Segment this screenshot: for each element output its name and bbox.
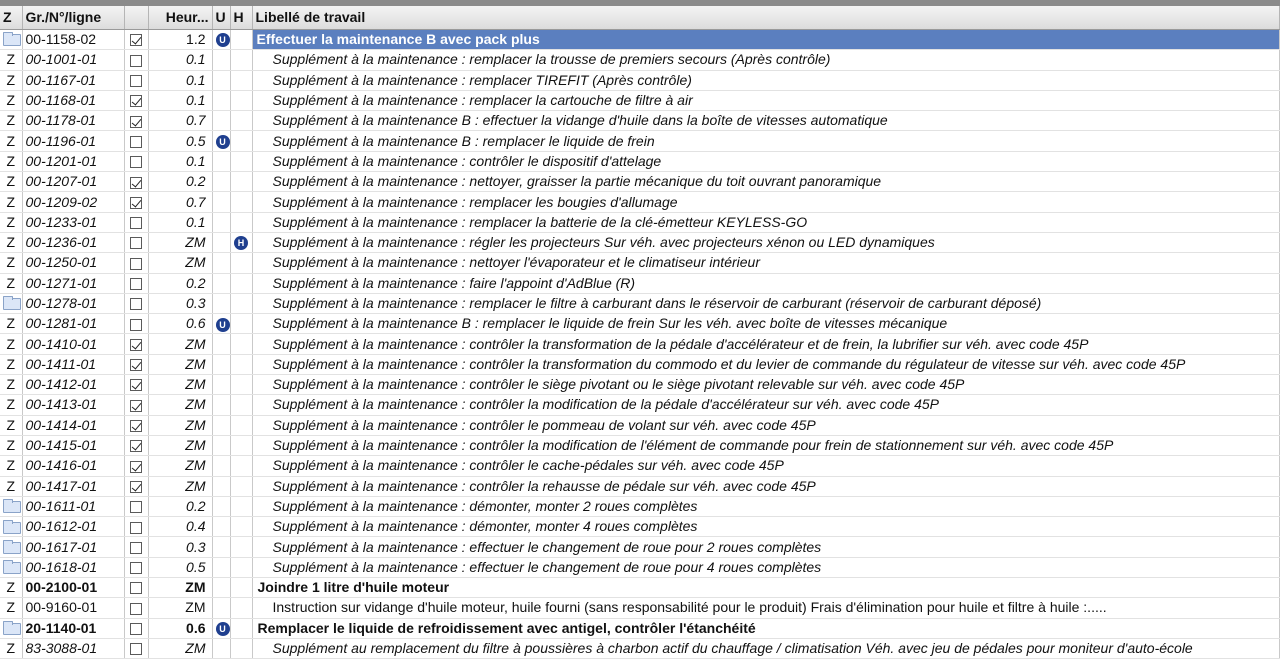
u-cell [212,232,230,252]
row-type-z: Z [0,212,22,232]
u-cell [212,375,230,395]
row-checkbox[interactable] [130,136,142,148]
u-cell [212,618,230,638]
checkbox-cell [124,192,148,212]
row-checkbox[interactable] [130,400,142,412]
row-checkbox[interactable] [130,379,142,391]
row-checkbox[interactable] [130,582,142,594]
row-type-z: Z [0,50,22,70]
operation-code: 00-1250-01 [22,253,124,273]
row-checkbox[interactable] [130,562,142,574]
h-cell [230,334,252,354]
u-badge-icon: U [216,622,230,636]
row-checkbox[interactable] [130,217,142,229]
operation-code: 00-1611-01 [22,496,124,516]
hours-value: 0.3 [148,537,212,557]
checkbox-cell [124,476,148,496]
checkbox-cell [124,253,148,273]
u-cell [212,151,230,171]
row-checkbox[interactable] [130,339,142,351]
folder-icon[interactable] [3,501,21,513]
checkbox-cell [124,334,148,354]
u-cell [212,273,230,293]
table-row[interactable] [0,131,1280,151]
checkbox-cell [124,618,148,638]
folder-icon[interactable] [3,623,21,635]
hours-value: ZM [148,476,212,496]
checkbox-cell [124,517,148,537]
column-header-checkbox[interactable] [124,3,148,30]
table-row[interactable] [0,192,1280,212]
operation-code: 20-1140-01 [22,618,124,638]
u-cell [212,496,230,516]
row-checkbox[interactable] [130,298,142,310]
row-checkbox[interactable] [130,461,142,473]
checkbox-cell [124,293,148,313]
operation-code: 00-1413-01 [22,395,124,415]
row-type-z: Z [0,131,22,151]
checkbox-cell [124,111,148,131]
operation-code: 00-1281-01 [22,314,124,334]
h-cell [230,395,252,415]
checkbox-cell [124,90,148,110]
work-label: Supplément à la maintenance : contrôler la transformation de la pédale d'accélérateur et de frein, la lubrifier sur véh. avec code 45P [252,334,1280,354]
u-cell [212,70,230,90]
operation-code: 00-1618-01 [22,557,124,577]
row-checkbox[interactable] [130,623,142,635]
work-label: Supplément à la maintenance : contrôler la rehausse de pédale sur véh. avec code 45P [252,476,1280,496]
work-label: Supplément à la maintenance : nettoyer l'évaporateur et le climatiseur intérieur [252,253,1280,273]
checkbox-cell [124,638,148,658]
column-header-label[interactable]: Libellé de travail [252,3,1280,30]
row-type-z: Z [0,192,22,212]
table-row[interactable] [0,496,1280,516]
u-cell [212,435,230,455]
row-type-cell [0,557,22,577]
table-row[interactable] [0,232,1280,252]
table-row[interactable] [0,354,1280,374]
operation-code: 00-1271-01 [22,273,124,293]
h-cell [230,314,252,334]
work-label: Supplément à la maintenance B : effectuer la vidange d'huile dans la boîte de vitesses automatique [252,111,1280,131]
work-label: Supplément à la maintenance : démonter, monter 2 roues complètes [252,496,1280,516]
checkbox-cell [124,131,148,151]
operation-code: 00-1001-01 [22,50,124,70]
table-row[interactable] [0,375,1280,395]
u-badge-icon: U [216,33,230,47]
table-row[interactable] [0,456,1280,476]
checkbox-cell [124,232,148,252]
checkbox-cell [124,375,148,395]
operation-code: 00-1278-01 [22,293,124,313]
operation-code: 00-1612-01 [22,517,124,537]
row-type-z: Z [0,638,22,658]
checkbox-cell [124,30,148,50]
work-label: Supplément à la maintenance : effectuer le changement de roue pour 2 roues complètes [252,537,1280,557]
operation-code: 00-1168-01 [22,90,124,110]
folder-icon[interactable] [3,34,21,46]
folder-icon[interactable] [3,542,21,554]
u-cell [212,578,230,598]
table-row[interactable] [0,314,1280,334]
u-cell [212,293,230,313]
operation-code: 00-1236-01 [22,232,124,252]
hours-value: 0.1 [148,212,212,232]
hours-value: 0.7 [148,192,212,212]
row-type-z: Z [0,70,22,90]
u-cell [212,598,230,618]
work-label: Supplément à la maintenance : contrôler le siège pivotant ou le siège pivotant relevable sur véh. avec code 45P [252,375,1280,395]
table-row[interactable] [0,212,1280,232]
hours-value: 0.5 [148,131,212,151]
checkbox-cell [124,537,148,557]
operation-code: 00-1412-01 [22,375,124,395]
checkbox-cell [124,273,148,293]
work-label: Supplément à la maintenance : démonter, monter 4 roues complètes [252,517,1280,537]
h-cell [230,598,252,618]
operation-code: 00-1196-01 [22,131,124,151]
h-cell [230,557,252,577]
u-badge-icon: U [216,318,230,332]
u-cell [212,131,230,151]
u-cell [212,212,230,232]
operation-code: 00-2100-01 [22,578,124,598]
row-type-z: Z [0,578,22,598]
h-cell [230,435,252,455]
h-cell [230,131,252,151]
h-cell [230,638,252,658]
hours-value: 0.4 [148,517,212,537]
checkbox-cell [124,50,148,70]
work-label: Joindre 1 litre d'huile moteur [252,578,1280,598]
table-row[interactable] [0,395,1280,415]
operation-code: 00-1201-01 [22,151,124,171]
table-row[interactable] [0,537,1280,557]
h-cell [230,456,252,476]
u-cell [212,172,230,192]
h-cell [230,354,252,374]
h-cell [230,293,252,313]
h-cell [230,618,252,638]
checkbox-cell [124,435,148,455]
hours-value: 0.3 [148,293,212,313]
row-type-z: Z [0,111,22,131]
table-row[interactable] [0,253,1280,273]
checkbox-cell [124,395,148,415]
work-label: Supplément à la maintenance : remplacer le filtre à carburant dans le réservoir de carburant (réservoir de carburant déposé) [252,293,1280,313]
h-cell [230,273,252,293]
h-cell [230,90,252,110]
table-row[interactable] [0,618,1280,638]
row-type-z: Z [0,151,22,171]
row-type-cell [0,537,22,557]
operation-code: 00-1178-01 [22,111,124,131]
work-label: Supplément à la maintenance : remplacer la trousse de premiers secours (Après contrôle) [252,50,1280,70]
work-label: Supplément à la maintenance : effectuer le changement de roue pour 4 roues complètes [252,557,1280,577]
h-badge-icon: H [234,236,248,250]
u-cell [212,638,230,658]
h-cell [230,496,252,516]
work-label: Supplément à la maintenance : contrôler la modification de l'élément de commande pour frein de stationnement sur véh. avec code 45P [252,435,1280,455]
column-header-group[interactable]: Gr./N°/ligne [22,3,124,30]
row-checkbox[interactable] [130,156,142,168]
row-checkbox[interactable] [130,177,142,189]
row-checkbox[interactable] [130,420,142,432]
u-cell [212,334,230,354]
row-type-z: Z [0,415,22,435]
column-header-u[interactable]: U [212,3,230,30]
row-checkbox[interactable] [130,258,142,270]
operation-code: 00-1158-02 [22,30,124,50]
work-label: Supplément à la maintenance : remplacer les bougies d'allumage [252,192,1280,212]
hours-value: ZM [148,435,212,455]
checkbox-cell [124,70,148,90]
u-cell [212,415,230,435]
work-label: Effectuer la maintenance B avec pack plus [252,30,1280,50]
row-checkbox[interactable] [130,603,142,615]
h-cell [230,50,252,70]
hours-value: ZM [148,232,212,252]
hours-value: ZM [148,638,212,658]
column-header-h[interactable]: H [230,3,252,30]
row-type-z: Z [0,172,22,192]
hours-value: 0.7 [148,111,212,131]
u-cell [212,90,230,110]
row-type-z: Z [0,435,22,455]
work-label: Supplément au remplacement du filtre à poussières à charbon actif du chauffage / climatisation Véh. avec jeu de pédales pour moniteur d'auto-école [252,638,1280,658]
work-label: Instruction sur vidange d'huile moteur, huile fourni (sans responsabilité pour le produit) Frais d'élimination pour huile et filtre à huile :..... [252,598,1280,618]
work-label: Supplément à la maintenance : remplacer la batterie de la clé-émetteur KEYLESS-GO [252,212,1280,232]
row-type-z: Z [0,273,22,293]
row-checkbox[interactable] [130,75,142,87]
table-row[interactable] [0,50,1280,70]
hours-value: ZM [148,253,212,273]
table-row[interactable] [0,111,1280,131]
hours-value: 0.5 [148,557,212,577]
hours-value: ZM [148,334,212,354]
u-badge-icon: U [216,135,230,149]
h-cell [230,172,252,192]
h-cell [230,232,252,252]
row-checkbox[interactable] [130,95,142,107]
work-label: Supplément à la maintenance B : remplacer le liquide de frein [252,131,1280,151]
table-row[interactable] [0,517,1280,537]
u-cell [212,314,230,334]
work-label: Remplacer le liquide de refroidissement avec antigel, contrôler l'étanchéité [252,618,1280,638]
hours-value: 0.6 [148,618,212,638]
row-checkbox[interactable] [130,278,142,290]
hours-value: 0.1 [148,50,212,70]
hours-value: ZM [148,395,212,415]
operation-code: 00-1207-01 [22,172,124,192]
table-row[interactable] [0,334,1280,354]
work-label: Supplément à la maintenance : régler les projecteurs Sur véh. avec projecteurs xénon ou LED dynamiques [252,232,1280,252]
table-row[interactable] [0,151,1280,171]
h-cell [230,375,252,395]
h-cell [230,476,252,496]
work-label: Supplément à la maintenance : contrôler la transformation du commodo et du levier de commande du régulateur de vitesse sur véh. avec code 45P [252,354,1280,374]
checkbox-cell [124,172,148,192]
hours-value: 0.1 [148,90,212,110]
row-type-z: Z [0,90,22,110]
checkbox-cell [124,415,148,435]
u-cell [212,557,230,577]
row-checkbox[interactable] [130,237,142,249]
table-row[interactable] [0,435,1280,455]
h-cell [230,151,252,171]
u-cell [212,111,230,131]
table-row[interactable] [0,172,1280,192]
table-row[interactable] [0,70,1280,90]
operation-code: 83-3088-01 [22,638,124,658]
folder-icon[interactable] [3,298,21,310]
row-type-z: Z [0,314,22,334]
operation-code: 00-1410-01 [22,334,124,354]
hours-value: ZM [148,598,212,618]
work-label: Supplément à la maintenance : contrôler le pommeau de volant sur véh. avec code 45P [252,415,1280,435]
u-cell [212,456,230,476]
row-checkbox[interactable] [130,197,142,209]
hours-value: 0.6 [148,314,212,334]
hours-value: 0.2 [148,273,212,293]
checkbox-cell [124,598,148,618]
table-row[interactable] [0,293,1280,313]
row-type-z: Z [0,232,22,252]
checkbox-cell [124,354,148,374]
checkbox-cell [124,456,148,476]
row-checkbox[interactable] [130,55,142,67]
table-row[interactable] [0,557,1280,577]
operation-code: 00-1167-01 [22,70,124,90]
row-checkbox[interactable] [130,643,142,655]
u-cell [212,50,230,70]
u-cell [212,395,230,415]
work-label: Supplément à la maintenance : nettoyer, graisser la partie mécanique du toit ouvrant panoramique [252,172,1280,192]
table-row[interactable] [0,598,1280,618]
row-type-z: Z [0,598,22,618]
hours-value: 0.2 [148,172,212,192]
folder-icon[interactable] [3,522,21,534]
h-cell [230,517,252,537]
operation-code: 00-1617-01 [22,537,124,557]
folder-icon[interactable] [3,562,21,574]
u-cell [212,517,230,537]
checkbox-cell [124,557,148,577]
row-type-z: Z [0,354,22,374]
table-row[interactable] [0,638,1280,658]
row-checkbox[interactable] [130,359,142,371]
row-type-z: Z [0,334,22,354]
work-label: Supplément à la maintenance : contrôler le cache-pédales sur véh. avec code 45P [252,456,1280,476]
row-checkbox[interactable] [130,481,142,493]
operation-code: 00-1415-01 [22,435,124,455]
table-row[interactable] [0,578,1280,598]
row-type-cell [0,496,22,516]
hours-value: ZM [148,456,212,476]
hours-value: 1.2 [148,30,212,50]
checkbox-cell [124,578,148,598]
h-cell [230,212,252,232]
row-checkbox[interactable] [130,319,142,331]
table-header-row [0,3,1280,30]
row-checkbox[interactable] [130,440,142,452]
work-label: Supplément à la maintenance : contrôler le dispositif d'attelage [252,151,1280,171]
row-type-cell [0,293,22,313]
hours-value: ZM [148,375,212,395]
table-row[interactable] [0,476,1280,496]
checkbox-cell [124,212,148,232]
hours-value: ZM [148,415,212,435]
operation-code: 00-1414-01 [22,415,124,435]
table-row[interactable] [0,415,1280,435]
operation-code: 00-1417-01 [22,476,124,496]
table-row[interactable] [0,90,1280,110]
row-checkbox[interactable] [130,542,142,554]
column-header-z[interactable]: Z [0,3,22,30]
operation-code: 00-9160-01 [22,598,124,618]
u-cell [212,354,230,374]
hours-value: 0.2 [148,496,212,516]
row-checkbox[interactable] [130,522,142,534]
row-checkbox[interactable] [130,34,142,46]
row-checkbox[interactable] [130,116,142,128]
operation-code: 00-1411-01 [22,354,124,374]
h-cell [230,578,252,598]
hours-value: 0.1 [148,70,212,90]
work-label: Supplément à la maintenance : faire l'appoint d'AdBlue (R) [252,273,1280,293]
h-cell [230,537,252,557]
hours-value: 0.1 [148,151,212,171]
table-row[interactable] [0,273,1280,293]
checkbox-cell [124,496,148,516]
work-label: Supplément à la maintenance : contrôler la modification de la pédale d'accélérateur sur véh. avec code 45P [252,395,1280,415]
operation-code: 00-1209-02 [22,192,124,212]
row-type-cell [0,517,22,537]
u-cell [212,537,230,557]
h-cell [230,415,252,435]
operation-code: 00-1233-01 [22,212,124,232]
row-type-cell [0,618,22,638]
checkbox-cell [124,314,148,334]
work-label: Supplément à la maintenance : remplacer TIREFIT (Après contrôle) [252,70,1280,90]
row-type-z: Z [0,253,22,273]
row-type-cell [0,30,22,50]
u-cell [212,30,230,50]
work-label: Supplément à la maintenance B : remplacer le liquide de frein Sur les véh. avec boîte de vitesses mécanique [252,314,1280,334]
table-row[interactable] [0,30,1280,50]
hours-value: ZM [148,578,212,598]
h-cell [230,253,252,273]
hours-value: ZM [148,354,212,374]
u-cell [212,476,230,496]
work-label: Supplément à la maintenance : remplacer la cartouche de filtre à air [252,90,1280,110]
checkbox-cell [124,151,148,171]
u-cell [212,253,230,273]
h-cell [230,30,252,50]
row-type-z: Z [0,395,22,415]
h-cell [230,192,252,212]
row-checkbox[interactable] [130,501,142,513]
row-type-z: Z [0,456,22,476]
h-cell [230,111,252,131]
row-type-z: Z [0,476,22,496]
u-cell [212,192,230,212]
operation-code: 00-1416-01 [22,456,124,476]
row-type-z: Z [0,375,22,395]
column-header-hours[interactable]: Heur... [148,3,212,30]
h-cell [230,70,252,90]
